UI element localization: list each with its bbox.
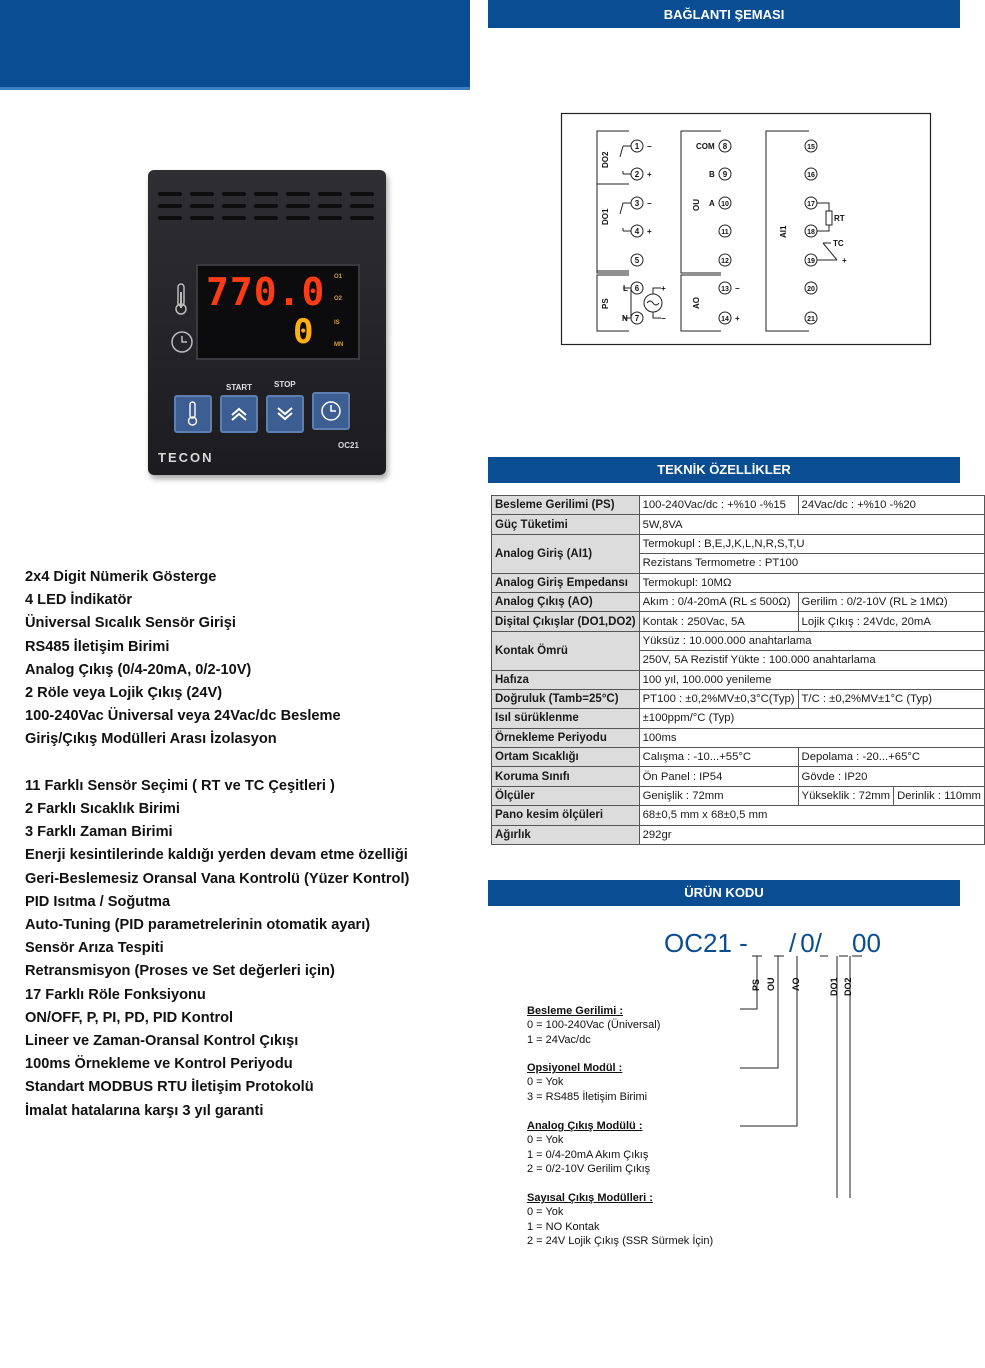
feature-item: Retransmisyon (Proses ve Set değerleri için) [25,963,335,980]
spec-value: 100 yıl, 100.000 yenileme [639,670,984,689]
table-row [492,573,985,592]
feature-item: Standart MODBUS RTU İletişim Protokolü [25,1079,314,1096]
legend-item: 2 = 0/2-10V Gerilim Çıkış [527,1163,651,1176]
spec-value: Kontak : 250Vac, 5A [639,612,798,631]
terminal-6: 6 [634,284,640,293]
legend-title: Analog Çıkış Modülü : [527,1120,643,1132]
device-photo [148,170,386,475]
legend-item: 0 = 100-240Vac (Üniversal) [527,1019,661,1032]
chevron-down-icon [275,404,295,424]
sign-minus-1: − [647,142,652,151]
thermometer-icon [170,282,192,316]
code-ao-fixed: 0 [800,928,815,958]
table-row [492,825,985,844]
table-row [492,709,985,728]
start-key-label: START [226,383,253,392]
code-suffix: 00 [851,928,881,958]
led-label-o2: O2 [334,296,343,302]
legend-do [527,1191,827,1249]
thermometer-icon [184,401,202,427]
spec-value: Gerilim : 0/2-10V (RL ≥ 1MΩ) [798,592,984,611]
feature-spacer [25,752,465,775]
group-label-do2: DO2 [601,151,610,168]
feature-item: Giriş/Çıkış Modülleri Arası İzolasyon [25,731,277,748]
table-row [492,689,985,708]
spec-value: 292gr [639,825,984,844]
spec-label: Ortam Sıcaklığı [492,748,640,767]
terminal-19: 19 [807,258,815,265]
terminal-18: 18 [807,229,815,236]
table-row [492,534,985,553]
set-key-button[interactable] [174,395,212,433]
spec-value: Rezistans Termometre : PT100 [639,554,984,573]
spec-value: Depolama : -20...+65°C [798,748,984,767]
spec-label: Koruma Sınıfı [492,767,640,786]
spec-value: 24Vac/dc : +%10 -%20 [798,496,984,515]
terminal-7: 7 [634,314,640,323]
spec-value: 5W,8VA [639,515,984,534]
spec-value: Termokupl : B,E,J,K,L,N,R,S,T,U [639,534,984,553]
legend-item: 0 = Yok [527,1134,564,1147]
group-label-do1: DO1 [601,208,610,225]
table-row [492,748,985,767]
legend-item: 1 = 0/4-20mA Akım Çıkış [527,1148,649,1161]
group-label-ai1: AI1 [779,225,788,238]
vent-grille [156,188,378,226]
legend-ps [527,1004,827,1047]
spec-label: Doğruluk (Tamb=25°C) [492,689,640,708]
spec-value: ±100ppm/°C (Typ) [639,709,984,728]
table-row [492,767,985,786]
group-label-ps: PS [601,298,610,309]
field-label-ao: AO [791,977,801,991]
terminal-8: 8 [722,142,728,151]
terminal-column-3 [805,140,817,324]
legend-ao [527,1119,827,1177]
feature-item: 3 Farklı Zaman Birimi [25,824,173,841]
feature-item: 2 Röle veya Lojik Çıkış (24V) [25,685,223,702]
brand-logo: TECON [158,450,214,465]
code-prefix: OC21 - [664,928,748,958]
table-row [492,592,985,611]
clock-icon [320,400,342,422]
spec-label: Besleme Gerilimi (PS) [492,496,640,515]
terminal-column-1 [631,140,643,324]
chevron-up-icon [229,404,249,424]
model-label: OC21 [338,441,359,450]
timer-key-button[interactable] [312,392,350,430]
spec-label: Dişital Çıkışlar (DO1,DO2) [492,612,640,631]
feature-item: 11 Farklı Sensör Seçimi ( RT ve TC Çeşitleri ) [25,777,335,794]
terminal-column-2 [719,140,731,324]
feature-item: PID Isıtma / Soğutma [25,893,171,910]
feature-item: 100-240Vac Üniversal veya 24Vac/dc Besleme [25,708,341,725]
spec-value: T/C : ±0,2%MV±1°C (Typ) [798,689,984,708]
terminal-1: 1 [634,142,640,151]
spec-label: Örnekleme Periyodu [492,728,640,747]
feature-item: Lineer ve Zaman-Oransal Kontrol Çıkışı [25,1033,299,1050]
spec-value: Lojik Çıkış : 24Vdc, 20mA [798,612,984,631]
terminal-14: 14 [721,316,729,323]
terminal-13: 13 [721,286,729,293]
group-label-ao: AO [692,297,701,309]
top-left-banner [0,0,470,90]
feature-item: 100ms Örnekleme ve Kontrol Periyodu [25,1056,293,1073]
table-row [492,631,985,650]
legend-title: Sayısal Çıkış Modülleri : [527,1192,653,1204]
sign-plus-19: + [842,256,847,265]
terminal-4: 4 [634,227,640,236]
spec-value: Yükseklik : 72mm [798,786,894,805]
spec-label: Pano kesim ölçüleri [492,806,640,825]
spec-value: 100ms [639,728,984,747]
feature-item: Auto-Tuning (PID parametrelerinin otomatik ayarı) [25,917,371,934]
label-rt: RT [834,214,845,223]
label-com: COM [696,142,715,151]
spec-value: Genişlik : 72mm [639,786,798,805]
led-label-o1: O1 [334,274,343,280]
label-n: N [622,314,628,323]
sign-minus-7: − [661,314,666,323]
wiring-section-header: BAĞLANTI ŞEMASI [488,0,960,28]
clock-icon [170,330,194,354]
legend-title: Besleme Gerilimi : [527,1005,623,1017]
spec-section-header: TEKNİK ÖZELLİKLER [488,457,960,483]
table-row [492,786,985,805]
wiring-diagram [561,113,931,345]
terminal-3: 3 [634,199,640,208]
field-label-ps: PS [751,978,761,991]
spec-value: 250V, 5A Rezistif Yükte : 100.000 anahtarlama [639,651,984,670]
terminal-10: 10 [721,201,729,208]
led-label-mn: MN [334,342,344,348]
spec-value: Calışma : -10...+55°C [639,748,798,767]
spec-label: Ölçüler [492,786,640,805]
spec-value: Ön Panel : IP54 [639,767,798,786]
code-slash-1: / [789,928,797,958]
spec-value: Gövde : IP20 [798,767,984,786]
spec-table [491,495,985,845]
terminal-17: 17 [807,201,815,208]
sign-minus-3: − [647,199,652,208]
display-main-value: 770.0 [206,270,326,314]
terminal-21: 21 [807,316,815,323]
code-section-header: ÜRÜN KODU [488,880,960,906]
table-row [492,515,985,534]
stop-key-label: STOP [274,380,296,389]
spec-label: Kontak Ömrü [492,631,640,670]
spec-value: 100-240Vac/dc : +%10 -%15 [639,496,798,515]
sign-plus-6: + [661,284,666,293]
spec-label: Güç Tüketimi [492,515,640,534]
field-label-ou: OU [766,977,776,991]
feature-item: 2 Farklı Sıcaklık Birimi [25,801,180,818]
spec-label: Isıl sürüklenme [492,709,640,728]
sign-plus-14: + [735,314,740,323]
label-a: A [709,199,715,208]
code-slash-2: / [814,928,822,958]
sign-plus-4: + [647,227,652,236]
spec-value: Akım : 0/4-20mA (RL ≤ 500Ω) [639,592,798,611]
up-key-button[interactable] [220,395,258,433]
spec-label: Ağırlık [492,825,640,844]
legend-item: 2 = 24V Lojik Çıkış (SSR Sürmek İçin) [527,1235,714,1248]
label-tc: TC [833,239,844,248]
label-l: L [623,284,628,293]
spec-label: Hafıza [492,670,640,689]
legend-ou [527,1061,827,1104]
spec-label: Analog Çıkış (AO) [492,592,640,611]
down-key-button[interactable] [266,395,304,433]
table-row [492,806,985,825]
feature-item: Enerji kesintilerinde kaldığı yerden devam etme özelliği [25,847,408,864]
feature-item: 17 Farklı Röle Fonksiyonu [25,986,206,1003]
legend-item: 1 = NO Kontak [527,1220,600,1233]
spec-label: Analog Giriş Empedansı [492,573,640,592]
legend-item: 0 = Yok [527,1206,564,1219]
legend-item: 1 = 24Vac/dc [527,1033,591,1046]
spec-value: Derinlik : 110mm [894,786,985,805]
terminal-5: 5 [634,256,640,265]
table-row [492,728,985,747]
sign-plus-2: + [647,170,652,179]
display-sub-value: 0 [293,312,314,352]
terminal-20: 20 [807,286,815,293]
sign-minus-13: − [735,284,740,293]
feature-item: İmalat hatalarına karşı 3 yıl garanti [25,1102,264,1119]
feature-item: Geri-Beslemesiz Oransal Vana Kontrolü (Yüzer Kontrol) [25,870,410,887]
table-row [492,612,985,631]
group-label-ou: OU [692,199,701,211]
terminal-16: 16 [807,172,815,179]
table-row [492,496,985,515]
spec-value: 68±0,5 mm x 68±0,5 mm [639,806,984,825]
spec-value: Yüksüz : 10.000.000 anahtarlama [639,631,984,650]
terminal-12: 12 [721,258,729,265]
feature-item: Üniversal Sıcalık Sensör Girişi [25,615,236,632]
feature-item: Analog Çıkış (0/4-20mA, 0/2-10V) [25,661,252,678]
feature-item: RS485 İletişim Birimi [25,638,170,655]
feature-item: Sensör Arıza Tespiti [25,940,164,957]
led-label-is: IS [334,320,340,326]
label-b: B [709,170,715,179]
terminal-2: 2 [634,170,640,179]
terminal-9: 9 [722,170,728,179]
feature-item: ON/OFF, P, PI, PD, PID Kontrol [25,1009,234,1026]
legend-item: 3 = RS485 İletişim Birimi [527,1090,648,1103]
feature-item: 4 LED İndikatör [25,592,133,609]
spec-value: Termokupl: 10MΩ [639,573,984,592]
feature-item: 2x4 Digit Nümerik Gösterge [25,569,217,585]
code-leader-lines [740,948,890,1148]
legend-title: Opsiyonel Modül : [527,1062,623,1074]
terminal-15: 15 [807,144,815,151]
spec-label: Analog Giriş (AI1) [492,534,640,573]
field-label-do2: DO2 [843,977,853,996]
spec-value: PT100 : ±0,2%MV±0,3°C(Typ) [639,689,798,708]
field-label-do1: DO1 [829,977,839,996]
table-row [492,670,985,689]
feature-list [25,566,465,1123]
terminal-11: 11 [721,229,729,236]
legend-item: 0 = Yok [527,1076,564,1089]
